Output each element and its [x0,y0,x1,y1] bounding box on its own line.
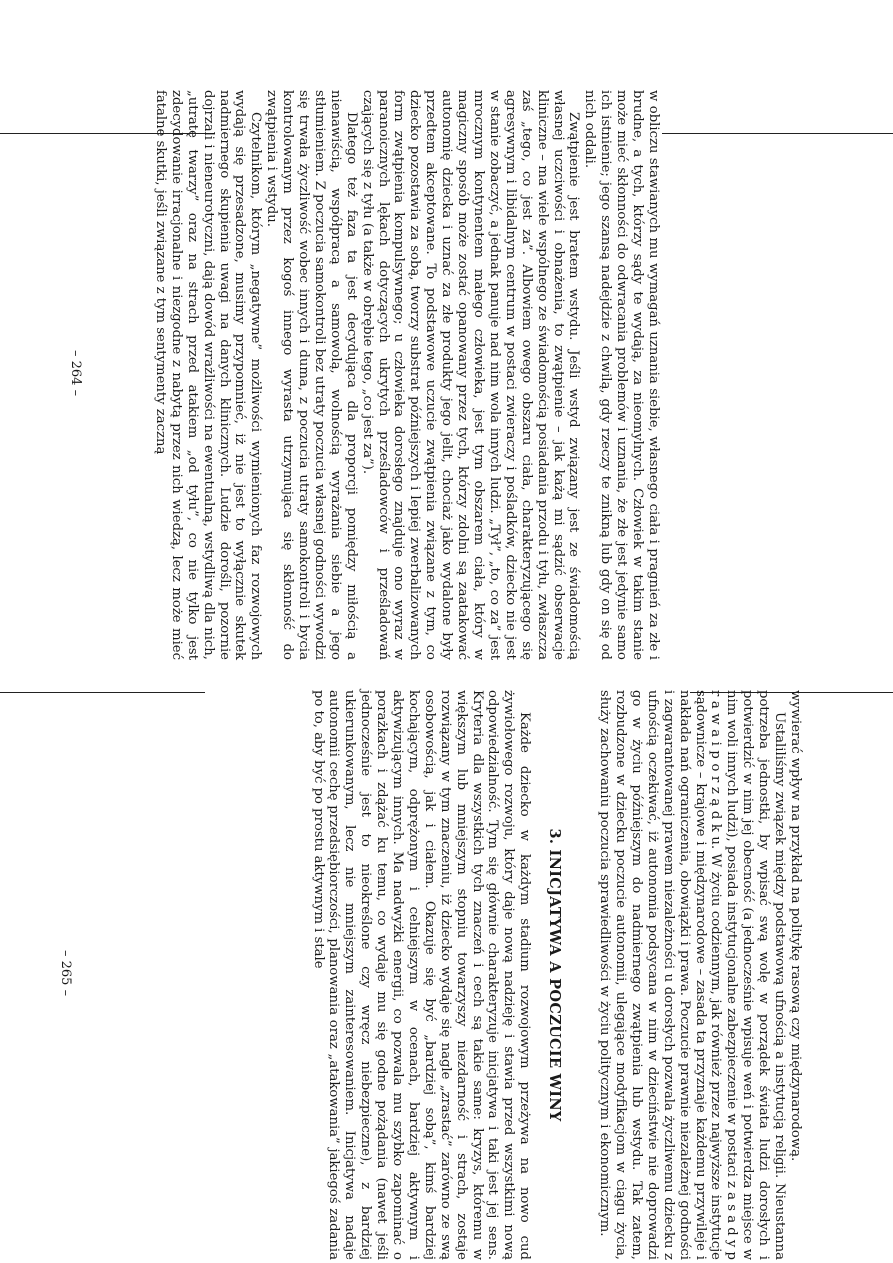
right-page [0,690,893,1260]
left-text-column [152,90,661,660]
section-heading: 3. INICJATYWA A POCZUCIE WINY [546,828,564,1122]
right-page-number: – 265 – [58,950,73,997]
left-paragraph-3: Dlatego też faza ta jest decydująca dla proporcji pomiędzy miłością a nienawiścią, współpracą a samowolą, wolnością wyrażania siebie a jego stłumieniem. Z poczucia samokontroli bez utraty poczucia własnej godności wywodzi się trwała życzliwość wobec innych i duma, z poczucia utraty samokontroli i bycia kontrolowanym przez kogoś innego wyrasta utrzymująca się skłonność do zwątpienia i wstydu. [264,90,359,660]
right-text-column [310,690,803,1260]
left-page-number: – 264 – [68,350,83,397]
left-paragraph-1: w obliczu stawianych mu wymagań uznania siebie, własnego ciała i pragnień za złe i brudne, a tych, którzy sądy te wydają, za nieomylnych. Człowiek w takim stanie może mieć skłonności do odwracania problemów i uznania, że złe jest jedynie samo ich istnienie; jego szansą nadejdzie z chwilą, gdy rzeczy te znikną lub gdy on się od nich oddali. [582,90,661,660]
right-paragraph-3: Każde dziecko w każdym stadium rozwojowym przeżywa na nowo cud żywiołowego rozwoju, który daje nową nadzieję i stawia przed wszystkimi nową odpowiedzialność. Tym się głównie charakteryzuje inicjatywa i taki jest jej sens. Kryteria dla wszystkich tych znaczeń i cech są takie same: kryzys, któremu w większym lub mniejszym stopniu towarzyszy niezdarność i strach, zostaje rozwiązany w tym znaczeniu, iż dziecko wydaje się nagle „zrastać” zarówno ze swą osobowością, jak i ciałem. Okazuje się być „bardziej sobą”, kimś bardziej kochającym, odprężonym i celniejszym w ocenach, bardziej aktywnym i aktywizującym innych. Ma nadwyżki energii, co pozwala mu szybko zapominać o porażkach i zdążać ku temu, co wydaje mu się godne pożądania (nawet jeśli jednocześnie jest to nieokreślone czy wręcz niebezpieczne), z bardziej ukierunkowanym, lecz nie mniejszym zainteresowaniem. Inicjatywa nadaje autonomii cechę przedsiębiorczości, planowania oraz „atakowania” jakiegoś zadania po to, aby być po prostu aktywnym i stale [310,690,533,1260]
left-paragraph-4: Czytelnikom, którym „negatywne” możliwości wymienionych faz rozwojowych wydają się przesadzone, musimy przypomnieć, iż nie jest to wyłącznie skutek nadmiernego skupienia uwagi na danych klinicznych. Ludzie dorośli, pozornie dojrzali i nieneurotyczni, dają dowód wrażliwości na ewentualną, wstydliwą dla nich, „utratę twarzy” oraz na strach przed atakiem „od tyłu”, co nie tylko jest zdecydowanie irracjonalne i niezgodne z nabytą przez nich wiedzą, lecz może mieć fatalne skutki, jeśli związane z tym sentymenty zaczną [152,90,264,660]
right-paragraph-2: Ustaliliśmy związek między podstawową ufnością a instytucją religii. Nieustanna potrzeba jednostki, by wpisać swą wolę w porządek świata ludzi dorosłych i potwierdzić w nim jej obecność (a jednocześnie wpisuje weń i potwierdza miejsce w nim woli innych ludzi), posiada instytucjonalne zabezpieczenie w postaci z a s a d y p r a w a i p o r z ą d k u. W życiu codziennym, jak również przez najwyższe instytucje sądownicze – krajowe i międzynarodowe – zasada ta przyznaje każdemu przywileje i nakłada nań ograniczenia, obowiązki i prawa. Poczucie prawnie niezależnej godności i zagwarantowanej prawem niezależności u dorosłych pozwala życzliwemu dziecku z ufnością oczekiwać, iż autonomia podsycana w nim w dzieciństwie nie doprowadzi go w życiu późniejszym do nadmiernego zwątpienia lub wstydu. Tak zatem, rozbudzone w dziecku poczucie autonomii, ulegające modyfikacjom w ciągu życia, służy zachowaniu poczucia sprawiedliwości w życiu politycznym i ekonomicznym. [597,690,788,1260]
left-page [0,90,893,660]
left-paragraph-2: Zwątpienie jest bratem wstydu. Jeśli wstyd związany jest ze świadomością własnej uczciwości i obnażenia, to zwątpienie – jak każą mi sądzić obserwacje kliniczne – ma wiele wspólnego ze świadomością posiadania przodu i tyłu, zwłaszcza zaś „tego, co jest za”. Albowiem owego obszaru ciała, charakteryzującego się agresywnym i libidalnym centrum w postaci zwieraczy i pośladków, dziecko nie jest w stanie zobaczyć, a jednak panuje nad nim wola innych ludzi. „Tył”, „to, co za” jest mrocznym kontynentem małego człowieka, jest tym obszarem ciała, który w magiczny sposób może zostać opanowany przez tych, którzy zdolni są zaatakować autonomię dziecka i uznać za złe produkty jego jelit, chociaż jako wydalone były przedtem akceptowane. To podstawowe uczucie zwątpienia związane z tym, co dziecko pozostawia za sobą, tworzy substrat późniejszych i lepiej zwerbalizowanych form zwątpienia kompulsywnego; u człowieka dorosłego znajduje ono wyraz w paranoicznych lękach dotyczących ukrytych prześladowców i prześladowań czających się z tyłu (a także w obrębie tego, „co jest za”). [359,90,582,660]
right-paragraph-1: wywierać wpływ na przykład na politykę rasową czy międzynarodową. [788,690,803,1162]
